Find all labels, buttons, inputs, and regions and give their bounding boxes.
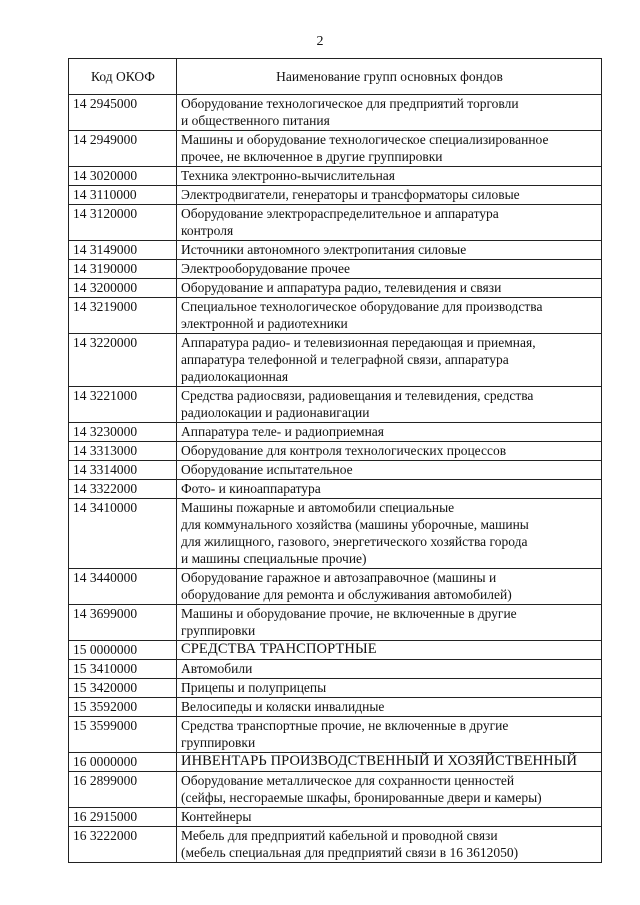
group-name-cell: Электродвигатели, генераторы и трансформаторы силовые [177,186,602,205]
table-row [69,827,602,863]
page-number: 2 [316,34,324,49]
table-row [69,423,602,442]
group-name-cell: Аппаратура теле- и радиоприемная [177,423,602,442]
okof-code-cell: 14 3110000 [69,186,177,205]
group-name-cell: Оборудование для контроля технологических процессов [177,442,602,461]
table-row [69,480,602,499]
okof-code-cell: 14 3699000 [69,605,177,641]
group-name-cell: Источники автономного электропитания силовые [177,241,602,260]
table-row [69,205,602,241]
group-name-cell: Оборудование и аппаратура радио, телевидения и связи [177,279,602,298]
okof-code-cell: 15 3599000 [69,717,177,753]
okof-code-cell: 16 3222000 [69,827,177,863]
okof-code-cell: 14 2949000 [69,131,177,167]
header-code: Код ОКОФ [69,59,177,95]
group-name-cell: Машины и оборудование прочие, не включенные в другие группировки [177,605,602,641]
group-name-cell: Контейнеры [177,808,602,827]
group-name-cell: Мебель для предприятий кабельной и проводной связи (мебель специальная для предприятий связи в 16 3612050) [177,827,602,863]
okof-code-cell: 14 3220000 [69,334,177,387]
okof-code-cell: 15 3410000 [69,660,177,679]
okof-code-cell: 14 3230000 [69,423,177,442]
group-name-cell: Оборудование технологическое для предприятий торговли и общественного питания [177,95,602,131]
table-row [69,260,602,279]
table-row [69,698,602,717]
table-row [69,569,602,605]
table-row [69,461,602,480]
section-row [69,753,602,772]
table-row [69,167,602,186]
group-name-cell: Специальное технологическое оборудование для производства электронной и радиотехники [177,298,602,334]
okof-code-cell: 15 0000000 [69,641,177,660]
group-name-cell: Оборудование гаражное и автозаправочное (машины и оборудование для ремонта и обслуживания автомобилей) [177,569,602,605]
okof-code-cell: 14 2945000 [69,95,177,131]
table-row [69,499,602,569]
group-name-cell: Оборудование металлическое для сохранности ценностей (сейфы, несгораемые шкафы, бронированные двери и камеры) [177,772,602,808]
okof-code-cell: 14 3322000 [69,480,177,499]
okof-code-cell: 15 3420000 [69,679,177,698]
table-body [69,95,602,863]
table-row [69,660,602,679]
okof-code-cell: 14 3190000 [69,260,177,279]
group-name-cell: Техника электронно-вычислительная [177,167,602,186]
group-name-cell: Велосипеды и коляски инвалидные [177,698,602,717]
okof-code-cell: 15 3592000 [69,698,177,717]
okof-code-cell: 14 3120000 [69,205,177,241]
okof-code-cell: 14 3020000 [69,167,177,186]
section-row [69,641,602,660]
table-row [69,808,602,827]
table-row [69,679,602,698]
okof-code-cell: 16 2915000 [69,808,177,827]
group-name-cell: Средства транспортные прочие, не включенные в другие группировки [177,717,602,753]
okof-code-cell: 16 2899000 [69,772,177,808]
table-row [69,442,602,461]
group-name-cell: Автомобили [177,660,602,679]
okof-code-cell: 14 3410000 [69,499,177,569]
group-name-cell: Оборудование испытательное [177,461,602,480]
table-row [69,387,602,423]
okof-code-cell: 16 0000000 [69,753,177,772]
group-name-cell: Прицепы и полуприцепы [177,679,602,698]
group-name-cell: Электрооборудование прочее [177,260,602,279]
table-row [69,241,602,260]
table-row [69,95,602,131]
okof-code-cell: 14 3313000 [69,442,177,461]
group-name-cell: ИНВЕНТАРЬ ПРОИЗВОДСТВЕННЫЙ И ХОЗЯЙСТВЕННЫЙ [177,753,602,772]
table-row [69,279,602,298]
okof-code-cell: 14 3440000 [69,569,177,605]
group-name-cell: Средства радиосвязи, радиовещания и телевидения, средства радиолокации и радионавигации [177,387,602,423]
header-row [69,59,602,95]
table-row [69,772,602,808]
table-header [69,59,602,95]
table-row [69,334,602,387]
okof-code-cell: 14 3149000 [69,241,177,260]
table-row [69,717,602,753]
table-row [69,605,602,641]
group-name-cell: Машины и оборудование технологическое специализированное прочее, не включенное в другие группировки [177,131,602,167]
group-name-cell: Фото- и киноаппаратура [177,480,602,499]
group-name-cell: Аппаратура радио- и телевизионная передающая и приемная, аппаратура телефонной и телеграфной связи, аппаратура радиолокационная [177,334,602,387]
okof-code-cell: 14 3221000 [69,387,177,423]
okof-table [68,58,602,863]
okof-code-cell: 14 3314000 [69,461,177,480]
group-name-cell: Оборудование электрораспределительное и аппаратура контроля [177,205,602,241]
table-row [69,131,602,167]
group-name-cell: Машины пожарные и автомобили специальные для коммунального хозяйства (машины уборочные, машины для жилищного, газового, энергетического хозяйства города и машины специальные прочие) [177,499,602,569]
table-row [69,186,602,205]
header-name: Наименование групп основных фондов [177,59,602,95]
okof-code-cell: 14 3219000 [69,298,177,334]
group-name-cell: СРЕДСТВА ТРАНСПОРТНЫЕ [177,641,602,660]
okof-code-cell: 14 3200000 [69,279,177,298]
table-row [69,298,602,334]
